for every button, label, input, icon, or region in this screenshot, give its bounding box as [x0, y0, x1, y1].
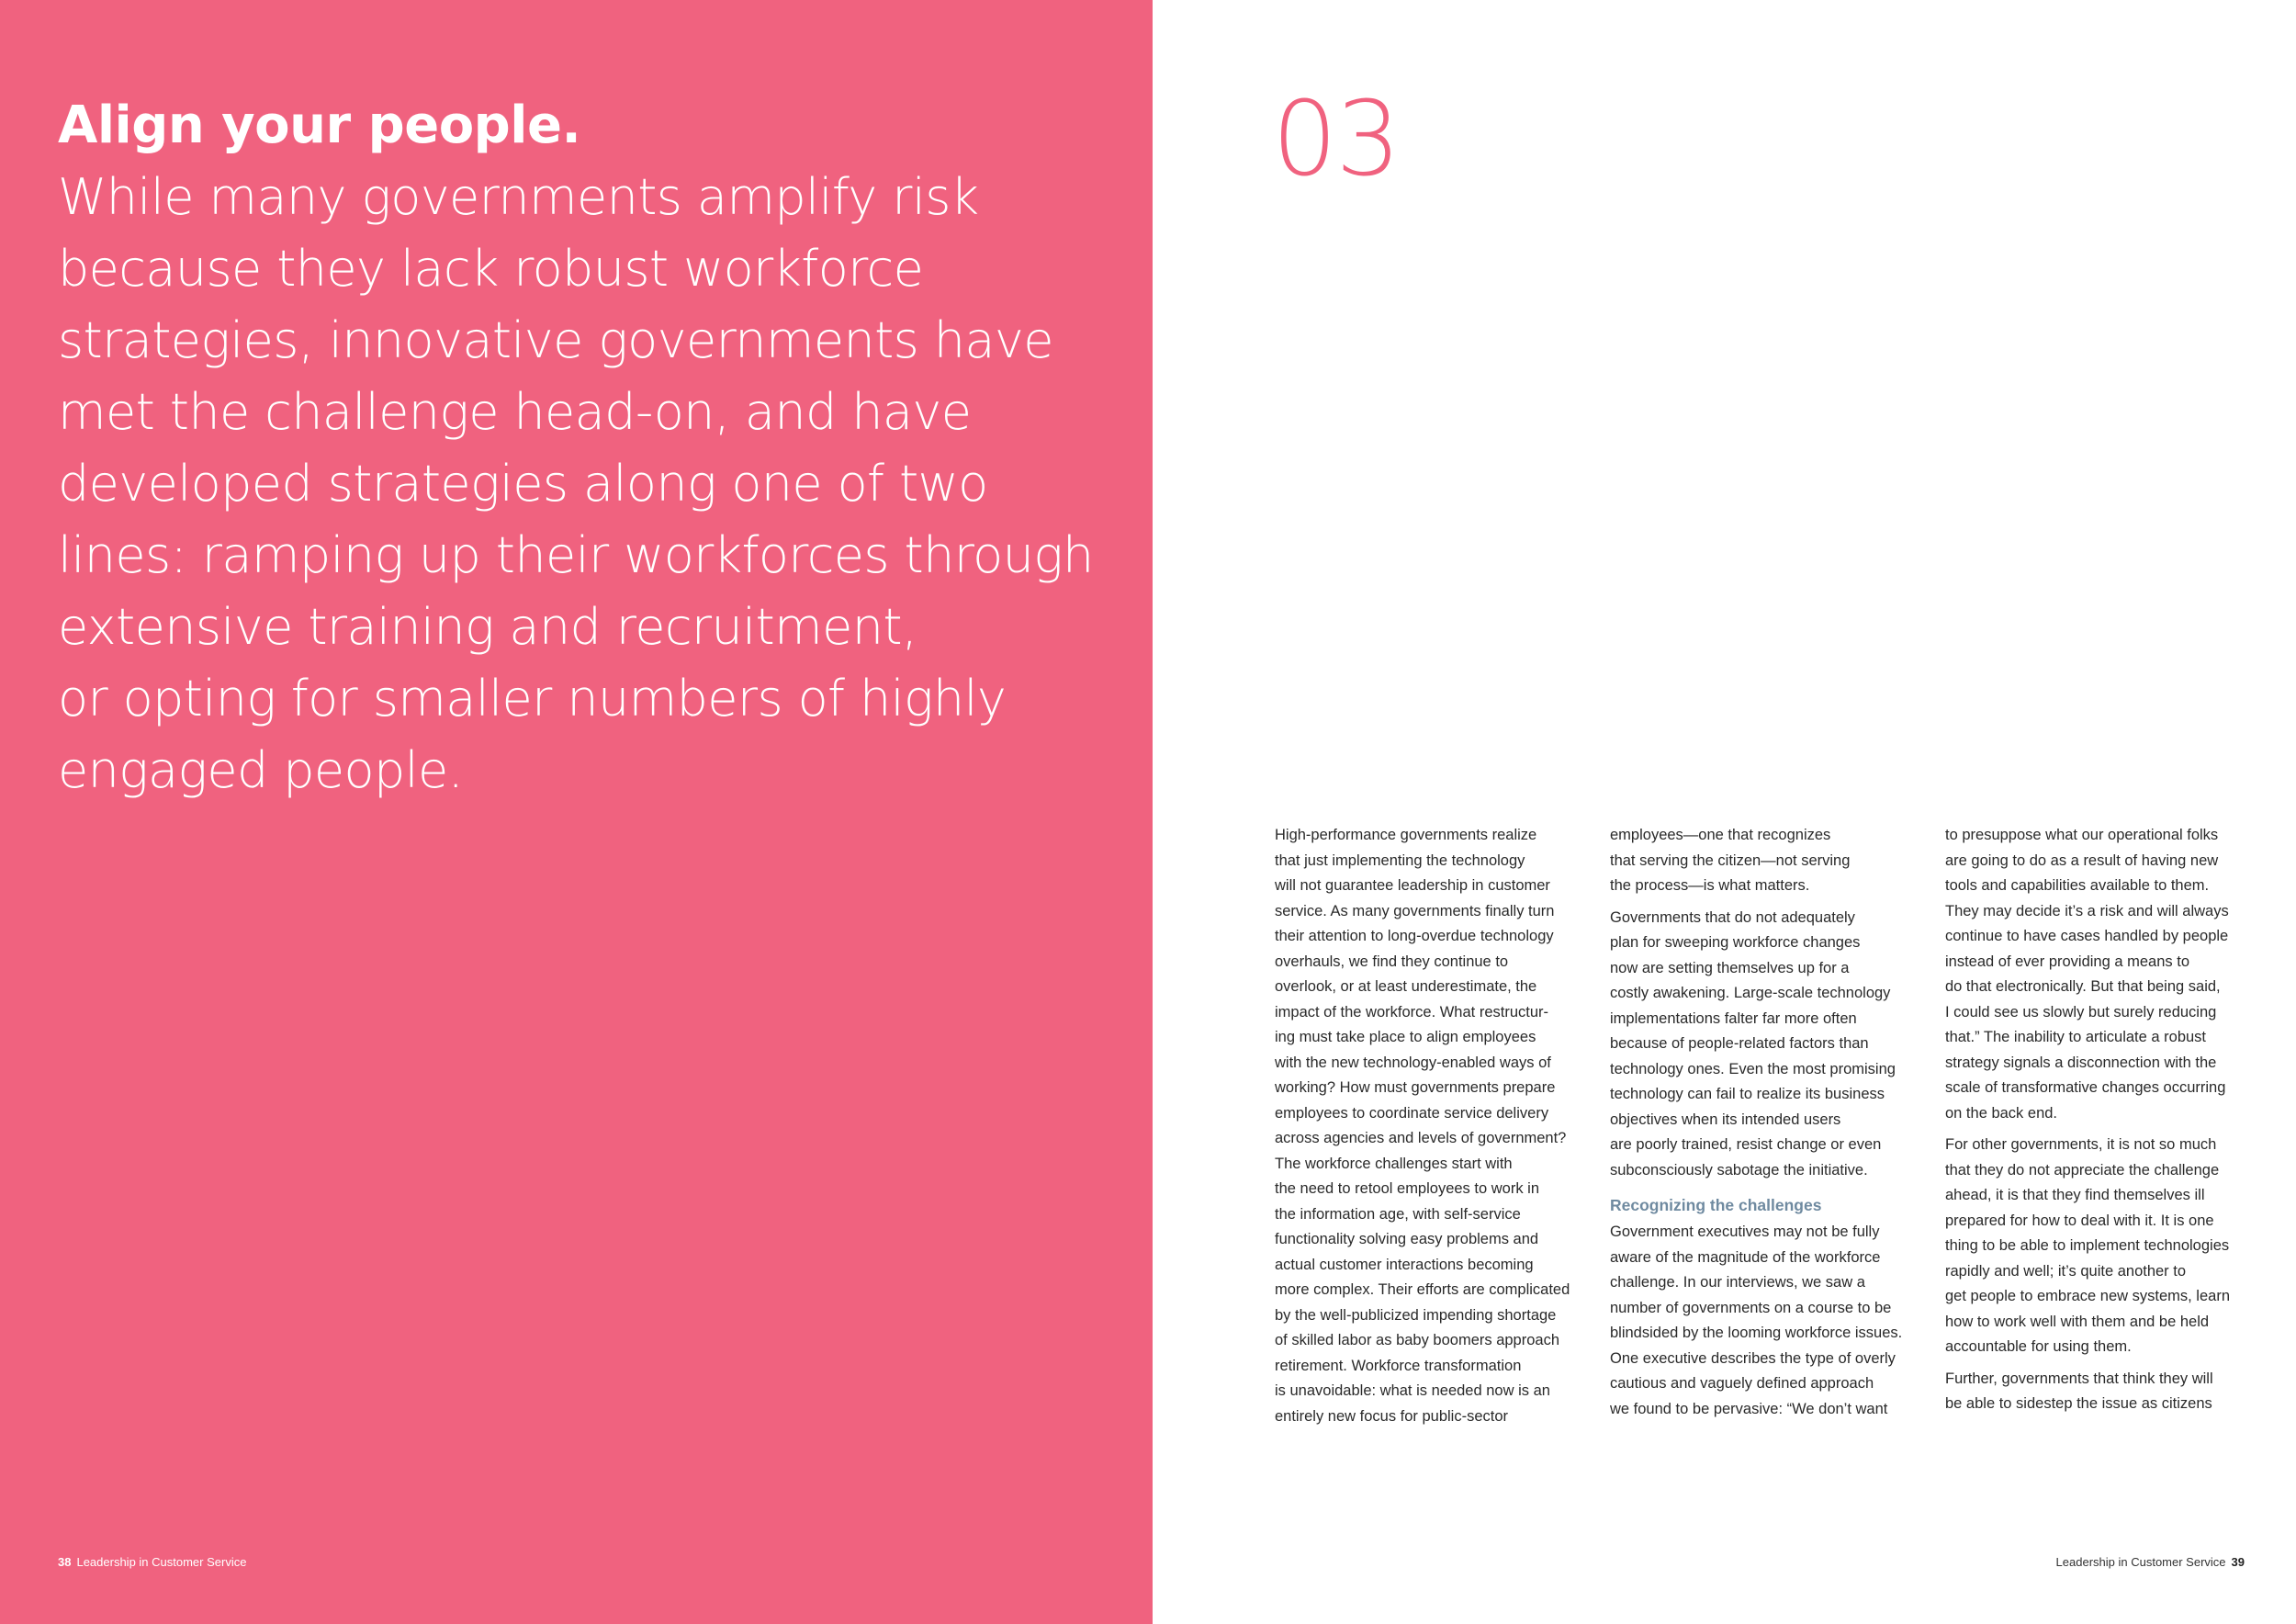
section-subheading: Recognizing the challenges: [1610, 1196, 1822, 1214]
text-line: that serving the citizen—not serving: [1610, 851, 1851, 869]
text-line: across agencies and levels of government?: [1275, 1130, 1567, 1146]
text-line: ahead, it is that they find themselves ill: [1945, 1187, 2205, 1203]
text-line: we found to be pervasive: “We don’t want: [1610, 1400, 1888, 1417]
intro-line: developed strategies along one of two: [58, 455, 988, 513]
text-line: costly awakening. Large-scale technology: [1610, 985, 1891, 1001]
text-line: of skilled labor as baby boomers approach: [1275, 1332, 1560, 1348]
text-line: aware of the magnitude of the workforce: [1610, 1248, 1881, 1266]
text-line: will not guarantee leadership in customer: [1275, 877, 1550, 894]
page-heading: Align your people.: [58, 96, 581, 155]
text-line: that just implementing the technology: [1275, 851, 1525, 869]
paragraph: [1945, 1133, 2248, 1360]
text-line: retirement. Workforce transformation: [1275, 1357, 1522, 1374]
text-line: ing must take place to align employees: [1275, 1029, 1536, 1045]
text-line: is unavoidable: what is needed now is an: [1275, 1382, 1550, 1399]
text-line: plan for sweeping workforce changes: [1610, 934, 1861, 951]
text-line: to presuppose what our operational folks: [1945, 827, 2219, 843]
text-line: overhauls, we find they continue to: [1275, 953, 1509, 970]
text-line: blindsided by the looming workforce issues.: [1610, 1325, 1903, 1341]
text-line: that.” The inability to articulate a robust: [1945, 1029, 2207, 1045]
text-line: Governments that do not adequately: [1610, 908, 1855, 926]
text-line: High-performance governments realize: [1275, 827, 1537, 843]
paragraph: [1610, 906, 1913, 1184]
text-line: instead of ever providing a means to: [1945, 953, 2189, 970]
text-line: with the new technology-enabled ways of: [1275, 1054, 1551, 1071]
text-line: continue to have cases handled by people: [1945, 928, 2229, 944]
paragraph: [1610, 1220, 1913, 1422]
text-column-3: [1945, 823, 2248, 1424]
text-line: because of people-related factors than: [1610, 1035, 1869, 1052]
text-line: their attention to long-overdue technology: [1275, 928, 1554, 944]
text-line: subconsciously sabotage the initiative.: [1610, 1161, 1868, 1179]
text-line: impact of the workforce. What restructur-: [1275, 1003, 1549, 1021]
text-line: objectives when its intended users: [1610, 1111, 1841, 1128]
footer-left: [58, 1555, 246, 1570]
text-line: implementations falter far more often: [1610, 1009, 1857, 1027]
footer-right: [2056, 1555, 2245, 1570]
text-line: on the back end.: [1945, 1104, 2058, 1122]
text-line: more complex. Their efforts are complicated: [1275, 1281, 1570, 1298]
text-line: the need to retool employees to work in: [1275, 1180, 1540, 1197]
text-line: accountable for using them.: [1945, 1338, 2132, 1355]
text-line: get people to embrace new systems, learn: [1945, 1288, 2230, 1304]
text-line: how to work well with them and be held: [1945, 1313, 2210, 1330]
text-line: actual customer interactions becoming: [1275, 1256, 1534, 1273]
text-line: rapidly and well; it’s quite another to: [1945, 1262, 2187, 1280]
text-line: tools and capabilities available to them.: [1945, 877, 2210, 894]
intro-line: While many governments amplify risk: [58, 168, 979, 226]
intro-line: extensive training and recruitment,: [58, 598, 917, 656]
intro-line: strategies, innovative governments have: [58, 311, 1053, 369]
text-line: working? How must governments prepare: [1275, 1079, 1556, 1096]
text-line: that they do not appreciate the challenge: [1945, 1161, 2220, 1179]
text-line: For other governments, it is not so much: [1945, 1136, 2217, 1153]
publication-title-left: Leadership in Customer Service: [76, 1555, 247, 1569]
paragraph: [1610, 823, 1913, 899]
page-number-left: 38: [58, 1555, 72, 1569]
text-column-2: [1610, 823, 1913, 1428]
page-number-right: 39: [2231, 1555, 2245, 1569]
text-line: the information age, with self-service: [1275, 1205, 1521, 1223]
chapter-number: 03: [1272, 80, 1400, 199]
text-line: do that electronically. But that being said,: [1945, 978, 2221, 995]
text-line: the process—is what matters.: [1610, 877, 1810, 894]
text-line: are going to do as a result of having new: [1945, 851, 2219, 869]
text-line: Further, governments that think they will: [1945, 1370, 2213, 1387]
text-line: challenge. In our interviews, we saw a: [1610, 1274, 1865, 1291]
intro-statement: [58, 162, 1123, 806]
text-line: are poorly trained, resist change or even: [1610, 1136, 1882, 1153]
text-line: employees—one that recognizes: [1610, 827, 1831, 843]
text-line: strategy signals a disconnection with the: [1945, 1054, 2217, 1071]
paragraph: [1275, 823, 1578, 1429]
text-line: prepared for how to deal with it. It is one: [1945, 1212, 2214, 1229]
text-line: They may decide it’s a risk and will always: [1945, 902, 2229, 919]
paragraph: [1945, 823, 2248, 1126]
text-line: employees to coordinate service delivery: [1275, 1104, 1549, 1122]
text-line: overlook, or at least underestimate, the: [1275, 978, 1537, 995]
text-line: be able to sidestep the issue as citizens: [1945, 1395, 2212, 1412]
intro-line: met the challenge head-on, and have: [58, 383, 972, 441]
text-line: technology can fail to realize its business: [1610, 1086, 1885, 1102]
text-line: scale of transformative changes occurring: [1945, 1079, 2226, 1096]
text-line: by the well-publicized impending shortage: [1275, 1306, 1557, 1324]
text-line: technology ones. Even the most promising: [1610, 1060, 1896, 1077]
intro-line: or opting for smaller numbers of highly: [58, 670, 1007, 727]
intro-line: engaged people.: [58, 741, 464, 799]
text-line: now are setting themselves up for a: [1610, 959, 1850, 976]
intro-line: because they lack robust workforce: [58, 240, 924, 298]
text-line: functionality solving easy problems and: [1275, 1231, 1539, 1247]
text-line: cautious and vaguely defined approach: [1610, 1375, 1874, 1392]
text-line: service. As many governments finally turn: [1275, 902, 1555, 919]
text-line: One executive describes the type of overly: [1610, 1349, 1896, 1367]
text-line: thing to be able to implement technologies: [1945, 1237, 2230, 1254]
intro-line: lines: ramping up their workforces through: [58, 526, 1094, 584]
text-column-1: [1275, 823, 1578, 1436]
publication-title-right: Leadership in Customer Service: [2055, 1555, 2226, 1569]
text-line: I could see us slowly but surely reducing: [1945, 1003, 2217, 1021]
text-line: number of governments on a course to be: [1610, 1299, 1892, 1316]
text-line: Government executives may not be fully: [1610, 1224, 1880, 1240]
text-line: The workforce challenges start with: [1275, 1155, 1513, 1172]
paragraph: [1945, 1367, 2248, 1417]
text-line: entirely new focus for public-sector: [1275, 1407, 1509, 1425]
